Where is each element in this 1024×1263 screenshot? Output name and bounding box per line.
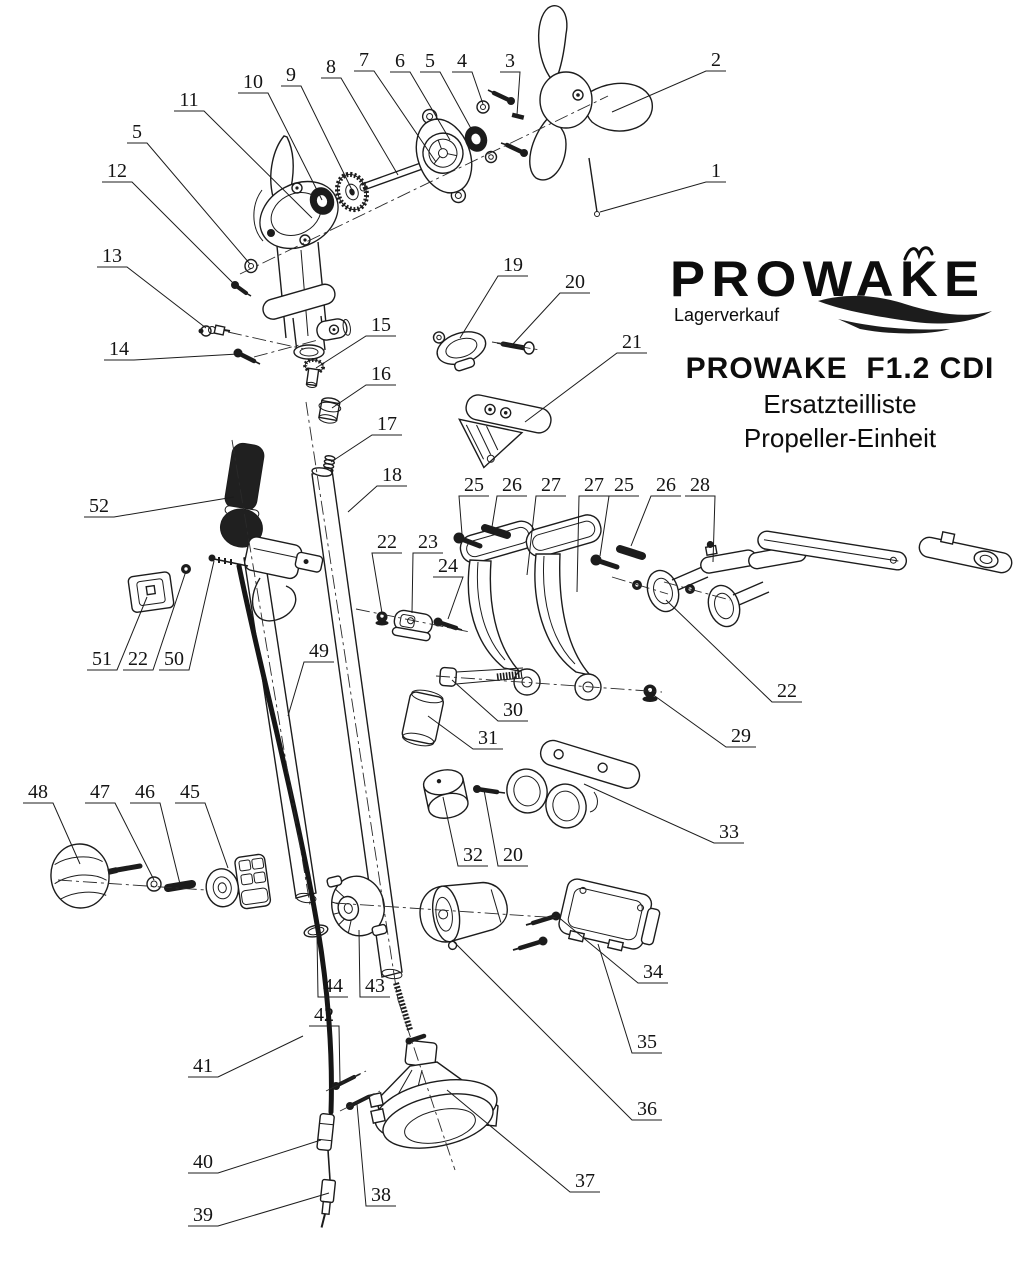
title-sub1: Ersatzteilliste: [763, 389, 917, 419]
svg-text:46: 46: [135, 781, 155, 803]
callout-3: [500, 50, 520, 115]
part-mid-drive-group: [303, 867, 663, 957]
svg-text:13: 13: [102, 245, 122, 267]
svg-text:9: 9: [286, 64, 296, 86]
part-clamp-32-33: [421, 737, 642, 832]
svg-text:17: 17: [377, 413, 397, 435]
callout-17: [331, 413, 402, 462]
svg-text:34: 34: [643, 961, 663, 983]
part-knob-group: [48, 841, 271, 914]
svg-text:39: 39: [193, 1204, 213, 1226]
svg-text:33: 33: [719, 821, 739, 843]
callout-40: [188, 1140, 321, 1173]
svg-text:14: 14: [109, 338, 129, 360]
callout-29: [652, 694, 756, 747]
svg-text:22: 22: [128, 648, 148, 670]
svg-text:23: 23: [418, 531, 438, 553]
svg-text:26: 26: [502, 474, 522, 496]
svg-text:27: 27: [541, 474, 561, 496]
callout-4: [452, 50, 483, 104]
callout-18: [348, 464, 407, 512]
title-sub2: Propeller-Einheit: [743, 423, 937, 453]
part-bracket-21: [451, 392, 554, 479]
svg-text:25: 25: [464, 474, 484, 496]
part-cable-clamp-23: [376, 609, 463, 641]
svg-text:51: 51: [92, 648, 112, 670]
part-handlebar-brackets: [400, 512, 1015, 749]
svg-text:21: 21: [622, 331, 642, 353]
svg-text:4: 4: [457, 50, 467, 72]
callout-22: [666, 600, 802, 702]
svg-text:41: 41: [193, 1055, 213, 1077]
part-gear-housing: [248, 136, 352, 359]
svg-text:19: 19: [503, 254, 523, 276]
callout-49: [288, 640, 334, 716]
callout-1: [600, 160, 726, 212]
callout-24: [433, 555, 463, 619]
svg-text:44: 44: [323, 975, 343, 997]
title-model: PROWAKE F1.2 CDI: [685, 352, 995, 385]
callout-5: [127, 121, 250, 264]
callout-41: [188, 1036, 303, 1077]
part-propeller: [530, 6, 653, 217]
svg-text:18: 18: [382, 464, 402, 486]
callout-13: [97, 245, 206, 328]
svg-text:28: 28: [690, 474, 710, 496]
svg-text:36: 36: [637, 1098, 657, 1120]
callout-26: [631, 474, 681, 546]
svg-text:42: 42: [314, 1004, 334, 1026]
callout-39: [188, 1193, 329, 1226]
svg-text:27: 27: [584, 474, 604, 496]
callout-21: [525, 331, 647, 422]
svg-text:3: 3: [505, 50, 515, 72]
svg-text:20: 20: [565, 271, 585, 293]
callout-25: [600, 474, 639, 556]
logo-brand: PROWAKE: [670, 251, 986, 307]
callout-8: [321, 56, 398, 175]
svg-text:26: 26: [656, 474, 676, 496]
svg-text:6: 6: [395, 50, 405, 72]
svg-text:22: 22: [777, 680, 797, 702]
part-switch-51: [128, 571, 175, 612]
callout-42: [309, 1004, 340, 1082]
callout-45: [175, 781, 228, 868]
svg-text:43: 43: [365, 975, 385, 997]
svg-text:12: 12: [107, 160, 127, 182]
svg-text:25: 25: [614, 474, 634, 496]
callout-33: [584, 784, 744, 843]
svg-text:20: 20: [503, 844, 523, 866]
svg-text:38: 38: [371, 1184, 391, 1206]
svg-text:32: 32: [463, 844, 483, 866]
svg-text:45: 45: [180, 781, 200, 803]
svg-text:29: 29: [731, 725, 751, 747]
svg-text:47: 47: [90, 781, 110, 803]
svg-text:10: 10: [243, 71, 263, 93]
svg-text:8: 8: [326, 56, 336, 78]
svg-text:40: 40: [193, 1151, 213, 1173]
part-drive-shaft-train: [306, 90, 528, 218]
callout-16: [332, 363, 396, 408]
callout-14: [104, 338, 238, 360]
callout-22: [372, 531, 402, 613]
svg-text:7: 7: [359, 49, 369, 71]
callout-26: [492, 474, 527, 527]
svg-text:37: 37: [575, 1170, 595, 1192]
title-block: [650, 352, 1024, 454]
part-pinion-and-bushing: [302, 359, 342, 473]
svg-text:1: 1: [711, 160, 721, 182]
part-small-fasteners-left: [199, 260, 261, 365]
callout-20: [513, 271, 590, 344]
svg-text:15: 15: [371, 314, 391, 336]
part-clamp-19: [431, 319, 534, 376]
svg-text:48: 48: [28, 781, 48, 803]
callout-19: [460, 254, 528, 338]
part-handle-grip-52: [181, 442, 325, 904]
svg-text:2: 2: [711, 49, 721, 71]
part-bell-housing-37: [332, 1036, 502, 1157]
svg-text:11: 11: [179, 89, 199, 111]
svg-text:24: 24: [438, 555, 458, 577]
svg-text:50: 50: [164, 648, 184, 670]
svg-text:5: 5: [425, 50, 435, 72]
svg-text:16: 16: [371, 363, 391, 385]
svg-text:22: 22: [377, 531, 397, 553]
svg-text:35: 35: [637, 1031, 657, 1053]
svg-text:49: 49: [309, 640, 329, 662]
svg-text:52: 52: [89, 495, 109, 517]
callout-52: [84, 495, 234, 517]
logo-subtitle: Lagerverkauf: [674, 305, 780, 325]
svg-text:31: 31: [478, 727, 498, 749]
svg-text:5: 5: [132, 121, 142, 143]
svg-text:30: 30: [503, 699, 523, 721]
